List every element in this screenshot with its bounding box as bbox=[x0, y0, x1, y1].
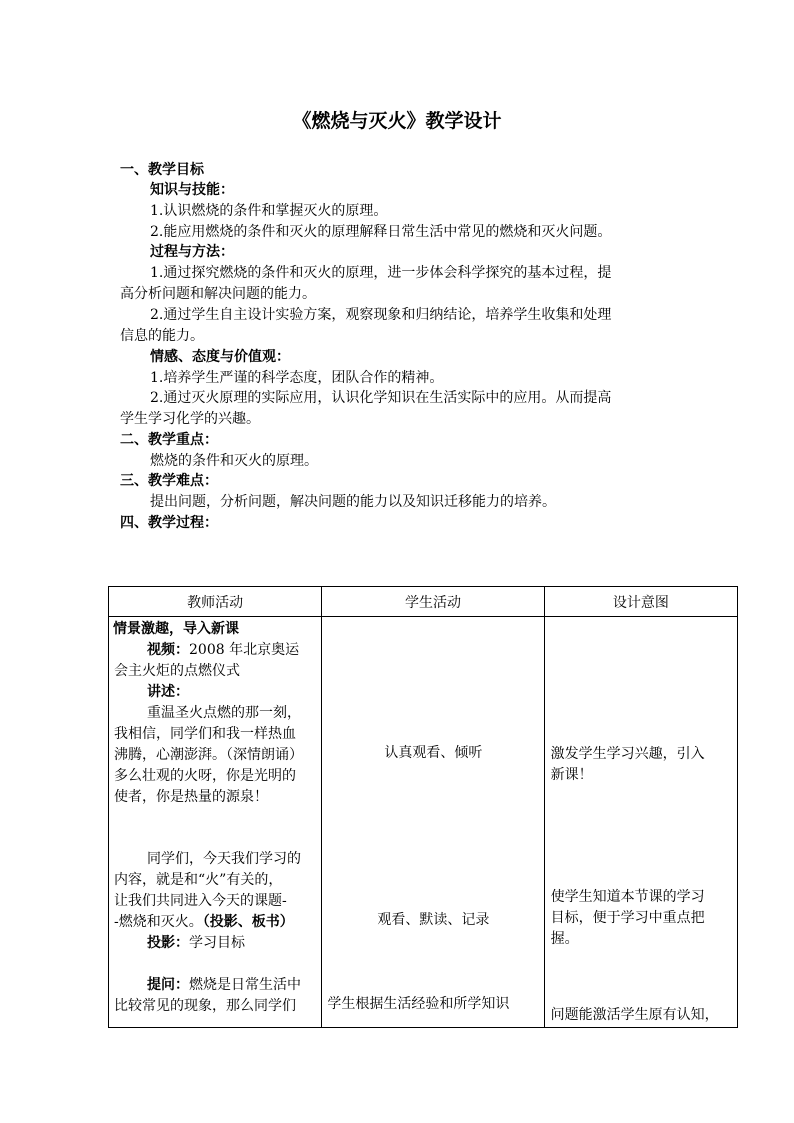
section-2-heading: 二、教学重点： bbox=[120, 432, 218, 448]
section-3-heading: 三、教学难点： bbox=[120, 473, 218, 489]
intent-2-line-1: 使学生知道本节课的学习 bbox=[550, 889, 705, 905]
knowledge-item-1: 1.认识燃烧的条件和掌握灭火的原理。 bbox=[150, 203, 388, 219]
teaching-process-table bbox=[108, 586, 738, 1028]
project-text: 学习目标 bbox=[189, 935, 245, 951]
today-line-4 bbox=[114, 912, 320, 933]
section-2-text: 燃烧的条件和灭火的原理。 bbox=[150, 453, 318, 469]
design-intent-cell bbox=[544, 617, 737, 1028]
narrate-label: 讲述： bbox=[147, 684, 189, 700]
project-label: 投影： bbox=[147, 935, 189, 951]
section-4-heading: 四、教学过程： bbox=[120, 515, 218, 531]
today-line-2: 内容，就是和“火”有关的， bbox=[114, 872, 283, 888]
narrate-line-5: 使者，你是热量的源泉！ bbox=[114, 789, 268, 805]
intent-3-line-1: 问题能激活学生原有认知， bbox=[550, 1007, 719, 1023]
process-item-1-line-2: 高分析问题和解决问题的能力。 bbox=[120, 286, 316, 302]
narrate-line-1: 重温圣火点燃的那一刻， bbox=[147, 705, 301, 721]
ask-text-1: 燃烧是日常生活中 bbox=[189, 977, 301, 993]
header-design-intent: 设计意图 bbox=[544, 587, 737, 617]
ask-label: 提问： bbox=[147, 977, 189, 993]
today-line-4-text: -燃烧和灭火。 bbox=[114, 914, 203, 930]
emotion-item-2-line-1: 2.通过灭火原理的实际应用，认识化学知识在生活实际中的应用。从而提高 bbox=[150, 390, 612, 406]
emotion-item-2-line-2: 学生学习化学的兴趣。 bbox=[120, 411, 260, 427]
process-item-2-line-2: 信息的能力。 bbox=[120, 328, 204, 344]
narrate-line-4: 多么壮观的火呀，你是光明的 bbox=[114, 768, 296, 784]
intent-1-line-1: 激发学生学习兴趣，引入 bbox=[550, 746, 705, 762]
video-label: 视频： bbox=[147, 642, 189, 658]
emotion-item-1: 1.培养学生严谨的科学态度，团队合作的精神。 bbox=[150, 370, 444, 386]
student-activity-cell bbox=[322, 617, 544, 1028]
table-row bbox=[109, 617, 738, 1028]
video-text-2: 会主火炬的点燃仪式 bbox=[114, 663, 240, 679]
page-title: 《燃烧与灭火》教学设计 bbox=[292, 110, 502, 132]
section-1-heading: 一、教学目标 bbox=[120, 162, 204, 178]
intro-heading: 情景激趣，导入新课 bbox=[113, 621, 239, 637]
emotion-heading: 情感、态度与价值观： bbox=[150, 349, 290, 365]
header-student-activity: 学生活动 bbox=[322, 587, 544, 617]
narrate-line-2: 我相信，同学们和我一样热血 bbox=[114, 726, 296, 742]
table-header-row bbox=[109, 587, 738, 617]
today-line-3: 让我们共同进入今天的课题- bbox=[114, 893, 287, 909]
process-item-2-line-1: 2.通过学生自主设计实验方案，观察现象和归纳结论，培养学生收集和处理 bbox=[150, 307, 612, 323]
process-heading: 过程与方法： bbox=[150, 244, 234, 260]
video-text-1: 2008 年北京奥运 bbox=[189, 642, 300, 658]
narrate-line-3: 沸腾，心潮澎湃。（深情朗诵） bbox=[114, 747, 303, 763]
projection-blackboard-note: （投影、板书） bbox=[202, 914, 294, 930]
ask-line-2: 比较常见的现象，那么同学们 bbox=[114, 998, 296, 1014]
student-activity-1: 认真观看、倾听 bbox=[384, 745, 483, 761]
teacher-activity-cell bbox=[109, 617, 322, 1028]
header-teacher-activity: 教师活动 bbox=[109, 587, 322, 617]
intent-2-line-3: 握。 bbox=[550, 931, 579, 947]
section-3-text: 提出问题，分析问题，解决问题的能力以及知识迁移能力的培养。 bbox=[150, 494, 556, 510]
knowledge-item-2: 2.能应用燃烧的条件和灭火的原理解释日常生活中常见的燃烧和灭火问题。 bbox=[150, 224, 612, 240]
intent-2-line-2: 目标，便于学习中重点把 bbox=[550, 910, 705, 926]
intent-1-line-2: 新课！ bbox=[550, 767, 593, 783]
student-activity-2: 观看、默读、记录 bbox=[377, 912, 490, 928]
process-item-1-line-1: 1.通过探究燃烧的条件和灭火的原理，进一步体会科学探究的基本过程，提 bbox=[150, 265, 612, 281]
student-activity-3: 学生根据生活经验和所学知识 bbox=[327, 996, 510, 1012]
knowledge-heading: 知识与技能： bbox=[150, 182, 234, 198]
today-line-1: 同学们，今天我们学习的 bbox=[147, 851, 301, 867]
